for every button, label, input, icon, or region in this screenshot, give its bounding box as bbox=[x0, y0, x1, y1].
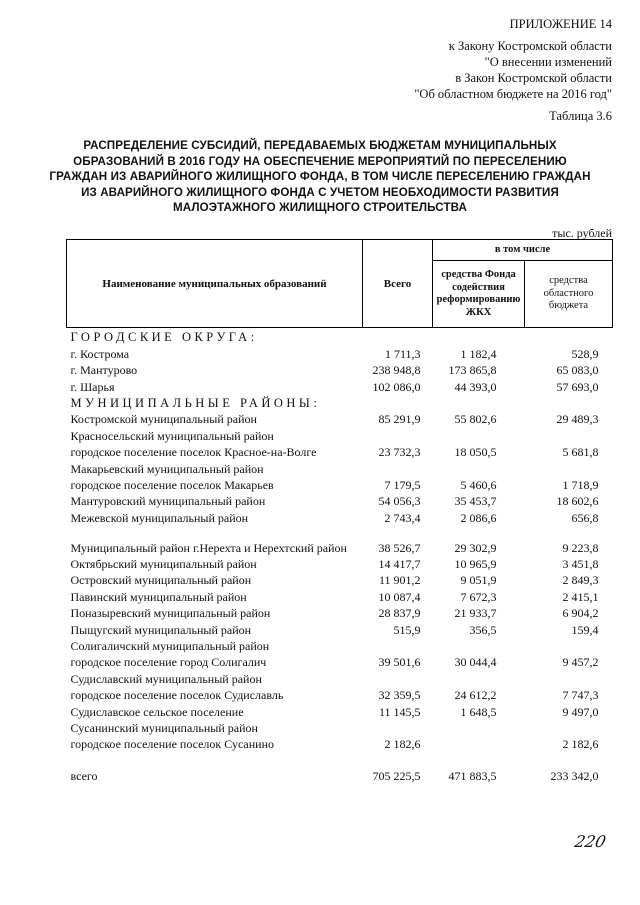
regional-value bbox=[525, 669, 613, 685]
regional-value bbox=[525, 637, 613, 653]
total-value: 54 056,3 bbox=[378, 494, 421, 509]
fund-value: 173 865,8 bbox=[448, 363, 497, 378]
table-row bbox=[67, 686, 613, 702]
total-value bbox=[363, 669, 433, 685]
table-row bbox=[67, 492, 613, 508]
table-row bbox=[67, 508, 613, 524]
table-row bbox=[67, 459, 613, 475]
fund-value: 21 933,7 bbox=[454, 606, 497, 621]
regional-value: 159,4 bbox=[571, 622, 599, 637]
total-value: 28 837,9 bbox=[378, 606, 421, 621]
section-row bbox=[67, 394, 613, 410]
total-label: всего bbox=[70, 769, 98, 784]
regional-value: 9 223,8 bbox=[562, 540, 599, 555]
municipality-name: городское поселение поселок Судиславль bbox=[70, 688, 284, 703]
total-row bbox=[67, 751, 613, 783]
fund-value bbox=[433, 459, 525, 475]
table-body bbox=[67, 328, 613, 784]
regional-value: 6 904,2 bbox=[562, 606, 599, 621]
regional-value: 1 718,9 bbox=[562, 477, 599, 492]
fund-value: 29 302,9 bbox=[454, 540, 497, 555]
municipality-name: Красносельский муниципальный район bbox=[70, 428, 274, 443]
regional-value: 3 451,8 bbox=[562, 557, 599, 572]
total-value: 38 526,7 bbox=[378, 540, 421, 555]
header-line-3: в Закон Костромской области bbox=[455, 71, 612, 85]
table-row bbox=[67, 361, 613, 377]
municipality-name: Макарьевский муниципальный район bbox=[70, 461, 264, 476]
regional-value bbox=[525, 459, 613, 475]
regional-value: 9 497,0 bbox=[562, 704, 599, 719]
grand-total-value: 705 225,5 bbox=[372, 769, 421, 784]
document-header bbox=[414, 16, 612, 124]
total-value: 238 948,8 bbox=[372, 363, 421, 378]
fund-value: 44 393,0 bbox=[454, 379, 497, 394]
fund-value bbox=[433, 719, 525, 735]
regional-value: 9 457,2 bbox=[562, 655, 599, 670]
title-line: МАЛОЭТАЖНОГО ЖИЛИЩНОГО СТРОИТЕЛЬСТВА bbox=[173, 201, 467, 214]
municipality-name: Межевской муниципальный район bbox=[70, 510, 249, 525]
municipality-name: Островский муниципальный район bbox=[70, 573, 252, 588]
table-row bbox=[67, 525, 613, 555]
regional-value: 18 602,6 bbox=[556, 494, 599, 509]
header-line-2: "О внесении изменений bbox=[484, 55, 612, 69]
municipality-name: Пыщугский муниципальный район bbox=[70, 622, 252, 637]
fund-value: 24 612,2 bbox=[454, 688, 497, 703]
table-row bbox=[67, 587, 613, 603]
municipality-name: Поназыревский муниципальный район bbox=[70, 606, 271, 621]
fund-value: 55 802,6 bbox=[454, 412, 497, 427]
table-row bbox=[67, 476, 613, 492]
column-header-total: Всего bbox=[363, 240, 433, 328]
fund-value bbox=[433, 426, 525, 442]
table-row bbox=[67, 719, 613, 735]
header-line-4: "Об областном бюджете на 2016 год" bbox=[414, 87, 612, 101]
section-row bbox=[67, 328, 613, 345]
regional-value: 656,8 bbox=[571, 510, 599, 525]
table-row bbox=[67, 669, 613, 685]
total-value: 39 501,6 bbox=[378, 655, 421, 670]
total-value bbox=[363, 459, 433, 475]
fund-value: 30 044,4 bbox=[454, 655, 497, 670]
fund-value bbox=[433, 735, 525, 751]
fund-value: 356,5 bbox=[469, 622, 497, 637]
units-label: тыс. рублей bbox=[552, 226, 612, 240]
municipality-name: Судиславский муниципальный район bbox=[70, 671, 262, 686]
regional-value: 29 489,3 bbox=[556, 412, 599, 427]
fund-value: 18 050,5 bbox=[454, 445, 497, 460]
fund-value: 1 182,4 bbox=[460, 346, 497, 361]
fund-value: 10 965,9 bbox=[454, 557, 497, 572]
subsidy-table bbox=[66, 239, 613, 783]
table-row bbox=[67, 702, 613, 718]
table-row bbox=[67, 410, 613, 426]
fund-value: 35 453,7 bbox=[454, 494, 497, 509]
municipality-name: городское поселение поселок Сусанино bbox=[70, 737, 275, 752]
municipality-name: городское поселение поселок Красное-на-Волге bbox=[70, 445, 317, 460]
table-row bbox=[67, 344, 613, 360]
table-header bbox=[67, 240, 613, 328]
municipality-name: городское поселение поселок Макарьев bbox=[70, 477, 274, 492]
total-value: 10 087,4 bbox=[378, 589, 421, 604]
table-row bbox=[67, 735, 613, 751]
total-value: 32 359,5 bbox=[378, 688, 421, 703]
total-value bbox=[363, 426, 433, 442]
grand-regional-value: 233 342,0 bbox=[550, 769, 599, 784]
title-line: ОБРАЗОВАНИЙ В 2016 ГОДУ НА ОБЕСПЕЧЕНИЕ МЕРОПРИЯТИЙ ПО ПЕРЕСЕЛЕНИЮ bbox=[73, 154, 567, 168]
table-row bbox=[67, 555, 613, 571]
table-row bbox=[67, 637, 613, 653]
municipality-name: Мантуровский муниципальный район bbox=[70, 494, 266, 509]
total-value: 102 086,0 bbox=[372, 379, 421, 394]
grand-fund-value: 471 883,5 bbox=[448, 769, 497, 784]
document-title bbox=[40, 138, 600, 216]
appendix-label: ПРИЛОЖЕНИЕ 14 bbox=[509, 17, 612, 31]
municipality-name: городское поселение город Солигалич bbox=[70, 655, 267, 670]
table-row bbox=[67, 443, 613, 459]
regional-value: 2 182,6 bbox=[562, 737, 599, 752]
municipality-name: г. Кострома bbox=[70, 346, 130, 361]
regional-value bbox=[525, 426, 613, 442]
total-value: 23 732,3 bbox=[378, 445, 421, 460]
table-row bbox=[67, 426, 613, 442]
fund-value: 2 086,6 bbox=[460, 510, 497, 525]
page-number: 220 bbox=[572, 832, 608, 851]
column-header-name: Наименование муниципальных образований bbox=[67, 240, 363, 328]
regional-value: 5 681,8 bbox=[562, 445, 599, 460]
regional-value: 57 693,0 bbox=[556, 379, 599, 394]
fund-value bbox=[433, 669, 525, 685]
total-value: 1 711,3 bbox=[384, 346, 421, 361]
total-value bbox=[363, 637, 433, 653]
municipality-name: Сусанинский муниципальный район bbox=[70, 720, 258, 735]
municipality-name: Павинский муниципальный район bbox=[70, 589, 247, 604]
municipality-name: г. Шарья bbox=[70, 379, 115, 394]
title-line: ГРАЖДАН ИЗ АВАРИЙНОГО ЖИЛИЩНОГО ФОНДА, В ТОМ ЧИСЛЕ ПЕРЕСЕЛЕНИЮ ГРАЖДАН bbox=[49, 170, 591, 183]
total-value bbox=[363, 719, 433, 735]
municipality-name: Солигаличский муниципальный район bbox=[70, 639, 270, 654]
table-row bbox=[67, 653, 613, 669]
regional-value bbox=[525, 719, 613, 735]
regional-value: 7 747,3 bbox=[562, 688, 599, 703]
fund-value: 1 648,5 bbox=[460, 704, 497, 719]
municipality-name: г. Мантурово bbox=[70, 363, 138, 378]
fund-value: 9 051,9 bbox=[460, 573, 497, 588]
regional-value: 528,9 bbox=[571, 346, 599, 361]
section-heading: ГОРОДСКИЕ ОКРУГА: bbox=[70, 330, 258, 345]
total-value: 2 743,4 bbox=[384, 510, 421, 525]
table-row bbox=[67, 377, 613, 393]
total-value: 515,9 bbox=[393, 622, 421, 637]
total-value: 85 291,9 bbox=[378, 412, 421, 427]
column-header-incl: в том числе bbox=[433, 240, 613, 261]
municipality-name: Судиславское сельское поселение bbox=[70, 704, 244, 719]
column-header-fund: средства Фонда содействия реформированию ЖКХ bbox=[433, 261, 525, 328]
table-row bbox=[67, 620, 613, 636]
total-value: 11 901,2 bbox=[378, 573, 421, 588]
regional-value: 65 083,0 bbox=[556, 363, 599, 378]
municipality-name: Октябрьский муниципальный район bbox=[70, 557, 257, 572]
section-heading: МУНИЦИПАЛЬНЫЕ РАЙОНЫ: bbox=[70, 395, 321, 410]
title-line: ИЗ АВАРИЙНОГО ЖИЛИЩНОГО ФОНДА С УЧЕТОМ НЕОБХОДИМОСТИ РАЗВИТИЯ bbox=[81, 185, 559, 199]
regional-value: 2 849,3 bbox=[562, 573, 599, 588]
fund-value bbox=[433, 637, 525, 653]
table-row bbox=[67, 571, 613, 587]
municipality-name: Муниципальный район г.Нерехта и Нерехтский район bbox=[70, 540, 347, 555]
fund-value: 5 460,6 bbox=[460, 477, 497, 492]
total-value: 2 182,6 bbox=[384, 737, 421, 752]
column-header-regional: средства областного бюджета bbox=[525, 261, 613, 328]
regional-value: 2 415,1 bbox=[562, 589, 599, 604]
total-value: 11 145,5 bbox=[378, 704, 421, 719]
municipality-name: Костромской муниципальный район bbox=[70, 412, 257, 427]
total-value: 14 417,7 bbox=[378, 557, 421, 572]
table-number: Таблица 3.6 bbox=[549, 109, 612, 123]
header-line-1: к Закону Костромской области bbox=[448, 39, 612, 53]
fund-value: 7 672,3 bbox=[460, 589, 497, 604]
title-line: РАСПРЕДЕЛЕНИЕ СУБСИДИЙ, ПЕРЕДАВАЕМЫХ БЮДЖЕТАМ МУНИЦИПАЛЬНЫХ bbox=[83, 139, 557, 152]
total-value: 7 179,5 bbox=[384, 477, 421, 492]
table-row bbox=[67, 604, 613, 620]
